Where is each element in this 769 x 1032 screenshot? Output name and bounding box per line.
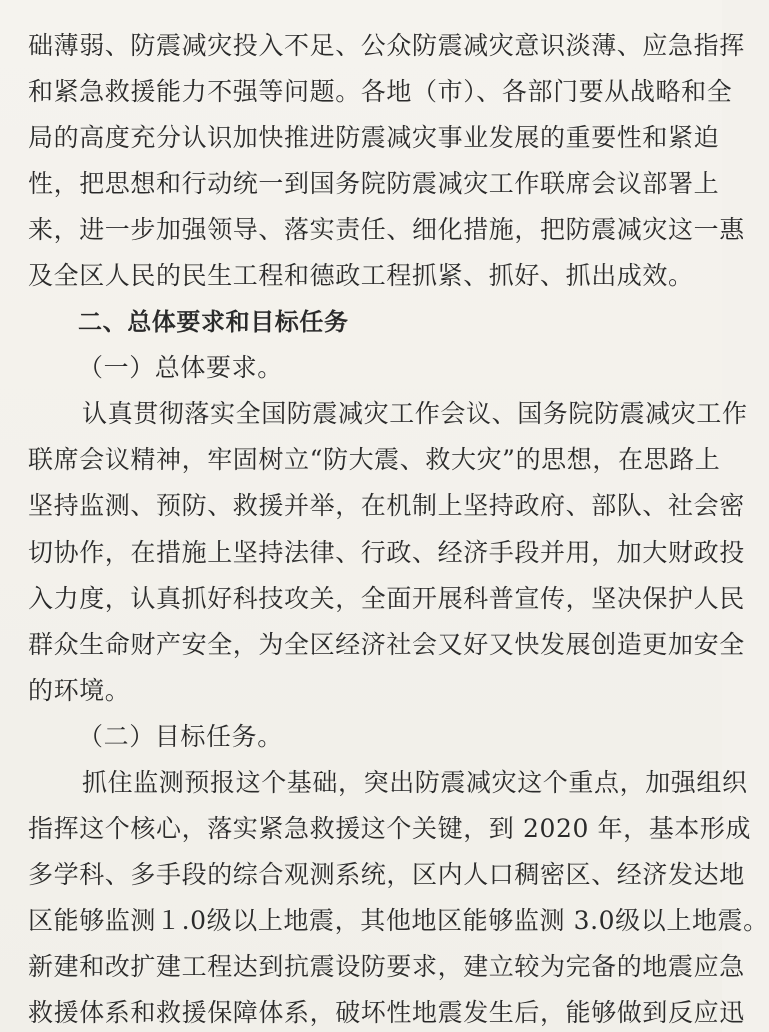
body-text-line: 坚持监测、预防、救援并举，在机制上坚持政府、部队、社会密: [28, 491, 745, 520]
body-text-line: 新建和改扩建工程达到抗震设防要求，建立较为完备的地震应急: [28, 952, 745, 981]
body-text-line: 入力度，认真抓好科技攻关，全面开展科普宣传，坚决保护人民: [28, 584, 745, 613]
body-text-line: 性，把思想和行动统一到国务院防震减灾工作联席会议部署上: [28, 169, 720, 198]
body-text-line: 的环境。: [28, 676, 131, 705]
subsection-heading: （一）总体要求。: [78, 353, 283, 382]
body-text-line: 来，进一步加强领导、落实责任、细化措施，把防震减灾这一惠: [28, 215, 745, 244]
body-text-line: 抓住监测预报这个基础，突出防震减灾这个重点，加强组织: [82, 768, 748, 797]
body-text-line: 认真贯彻落实全国防震减灾工作会议、国务院防震减灾工作: [82, 399, 748, 428]
section-heading: 二、总体要求和目标任务: [78, 308, 349, 336]
body-text-line: 指挥这个核心，落实紧急救援这个关键，到 2020 年，基本形成: [28, 814, 752, 843]
body-text-line: 多学科、多手段的综合观测系统，区内人口稠密区、经济发达地: [28, 860, 745, 889]
body-text-line: 联席会议精神，牢固树立“防大震、救大灾”的思想，在思路上: [28, 445, 721, 474]
body-text-line: 局的高度充分认识加快推进防震减灾事业发展的重要性和紧迫: [28, 123, 720, 152]
body-text-line: 础薄弱、防震减灾投入不足、公众防震减灾意识淡薄、应急指挥: [28, 31, 745, 60]
body-text-line: 切协作，在措施上坚持法律、行政、经济手段并用，加大财政投: [28, 538, 745, 567]
body-text-line: 和紧急救援能力不强等问题。各地（市）、各部门要从战略和全: [28, 77, 733, 106]
subsection-heading: （二）目标任务。: [78, 722, 283, 751]
body-text-line: 区能够监测１.0级以上地震，其他地区能够监测 3.0级以上地震。: [28, 906, 769, 935]
body-text-line: 及全区人民的民生工程和德政工程抓紧、抓好、抓出成效。: [28, 261, 694, 290]
body-text-line: 救援体系和救援保障体系，破坏性地震发生后，能够做到反应迅: [28, 998, 745, 1027]
body-text-line: 群众生命财产安全，为全区经济社会又好又快发展创造更加安全: [28, 630, 745, 659]
